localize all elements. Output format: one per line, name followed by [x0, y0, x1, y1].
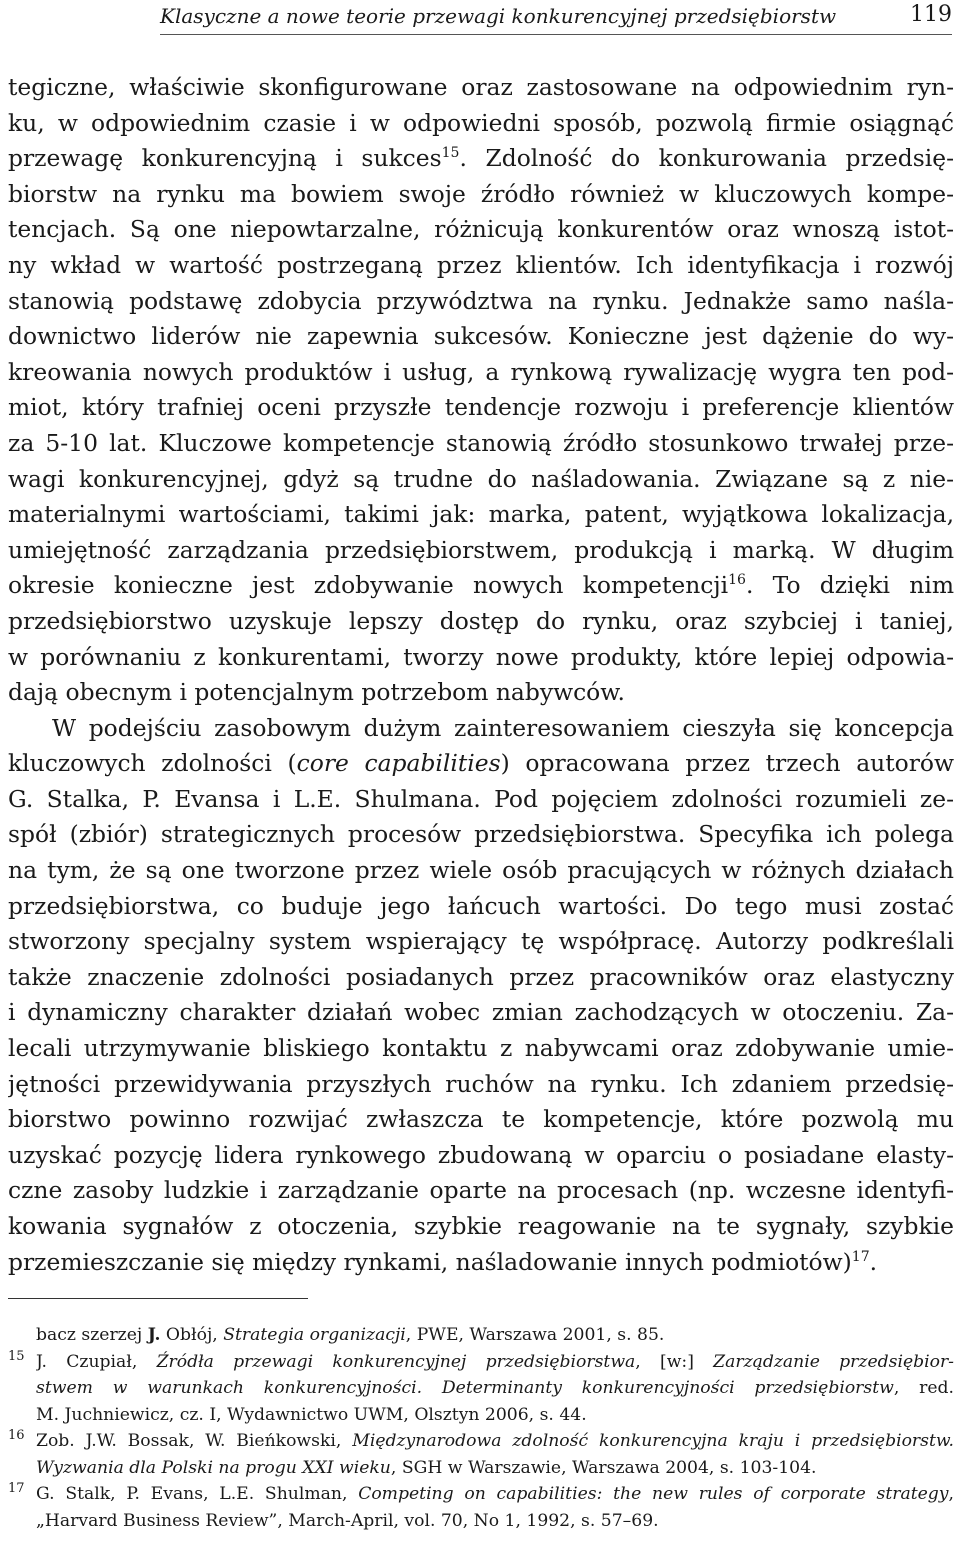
page-number: 119	[910, 2, 952, 27]
footnote-ref-16[interactable]: 16	[728, 572, 746, 589]
text-line: za 5-10 lat. Kluczowe kompetencje stanowią źródło stosunkowo trwałej prze-	[8, 428, 954, 457]
footnote-ref-17[interactable]: 17	[851, 1248, 870, 1265]
text-line: ku, w odpowiednim czasie i w odpowiedni sposób, pozwolą firmie osiągnąć	[8, 108, 954, 137]
text-line: spół (zbiór) strategicznych procesów przedsiębiorstwa. Specyfika ich polega	[8, 820, 954, 849]
text-line: przewagę konkurencyjną i sukces$^{15}$. Zdolność do konkurowania przedsię-	[8, 144, 954, 173]
text-line: przemieszczanie się między rynkami, naśladowanie innych podmiotów)$^{17}$.	[8, 1247, 878, 1276]
footnote-divider	[8, 1298, 308, 1299]
text-line: W podejściu zasobowym dużym zainteresowaniem cieszyła się koncepcja	[52, 713, 954, 742]
footnote-continued: bacz szerzej J. Obłój, Strategia organizacji, PWE, Warszawa 2001, s. 85.	[36, 1325, 665, 1345]
text-line: umiejętność zarządzania przedsiębiorstwem, produkcją i marką. W długim	[8, 535, 954, 564]
text-line: biorstw na rynku ma bowiem swoje źródło również w kluczowych kompe-	[8, 179, 954, 208]
text-line: downictwo liderów nie zapewnia sukcesów. Konieczne jest dążenie do wy-	[8, 322, 954, 351]
text-line: i dynamiczny charakter działań wobec zmian zachodzących w otoczeniu. Za-	[8, 998, 954, 1027]
footnotes	[8, 1322, 954, 1534]
footnote-number: 17	[8, 1481, 25, 1496]
footnote-16: 16 Zob. J.W. Bossak, W. Bieńkowski, Międzynarodowa zdolność konkurencyjna kraju i przedsiębiorstw. Wyzwania dla Polski na progu XXI wieku, SGH w Warszawie, Warszawa 2004, s. 103-104.	[8, 1428, 954, 1481]
text-line: kowania sygnałów z otoczenia, szybkie reagowanie na te sygnały, szybkie	[8, 1212, 954, 1240]
text-line: stworzony specjalny system wspierający tę współpracę. Autorzy podkreślali	[8, 927, 954, 956]
text-line: kreowania nowych produktów i usług, a rynkową rywalizację wygra ten pod-	[8, 357, 954, 386]
text-line: w porównaniu z konkurentami, tworzy nowe produkty, które lepiej odpowia-	[8, 642, 954, 671]
text-line: przedsiębiorstwa, co buduje jego łańcuch wartości. Do tego musi zostać	[8, 891, 954, 920]
text-line: kluczowych zdolności (core capabilities) opracowana przez trzech autorów	[8, 749, 954, 778]
text-line: wagi konkurencyjnej, gdyż są trudne do naśladowania. Związane są z nie-	[8, 464, 954, 493]
text-line: G. Stalka, P. Evansa i L.E. Shulmana. Pod pojęciem zdolności rozumieli ze-	[8, 784, 954, 813]
text-line: okresie konieczne jest zdobywanie nowych kompetencji$^{16}$. To dzięki nim	[8, 571, 954, 600]
text-line: stanowią podstawę zdobycia przywództwa na rynku. Jednakże samo naśla-	[8, 286, 954, 315]
text-line: na tym, że są one tworzone przez wiele osób pracujących w różnych działach	[8, 856, 954, 885]
footnote-number: 16	[8, 1428, 25, 1443]
text-line: dają obecnym i potencjalnym potrzebom nabywców.	[8, 678, 625, 707]
text-line: lecali utrzymywanie bliskiego kontaktu z nabywcami oraz zdobywanie umie-	[8, 1034, 954, 1063]
running-title: Klasyczne a nowe teorie przewagi konkurencyjnej przedsiębiorstw	[160, 4, 837, 28]
text-line: miot, który trafniej oceni przyszłe tendencje rozwoju i preferencje klientów	[8, 393, 954, 422]
text-line: materialnymi wartościami, takimi jak: marka, patent, wyjątkowa lokalizacja,	[8, 500, 954, 529]
footnote-17: 17 G. Stalk, P. Evans, L.E. Shulman, Competing on capabilities: the new rules of corporate strategy, „Harvard Business Review”, March-April, vol. 70, No 1, 1992, s. 57–69.	[8, 1481, 954, 1534]
text-line: czne zasoby ludzkie i zarządzanie oparte na procesach (np. wczesne identyfi-	[8, 1176, 954, 1205]
text-line: przedsiębiorstwo uzyskuje lepszy dostęp do rynku, oraz szybciej i taniej,	[8, 606, 954, 635]
main-text	[8, 70, 954, 1280]
text-line: uzyskać pozycję lidera rynkowego zbudowaną w oparciu o posiadane elasty-	[8, 1140, 954, 1169]
footnote-number: 15	[8, 1348, 25, 1364]
text-line: także znaczenie zdolności posiadanych przez pracowników oraz elastyczny	[8, 962, 954, 991]
footnote-15: 15 J. Czupiał, Źródła przewagi konkurencyjnej przedsiębiorstwa, [w:] Zarządzanie przedsiębior- stwem w warunkach konkurencyjności. Determinanty konkurencyjności przedsiębiorstw, red. M. Juchniewicz, cz. I, Wydawnictwo UWM, Olsztyn 2006, s. 44.	[8, 1349, 954, 1429]
text-line: tencjach. Są one niepowtarzalne, różnicują konkurentów oraz wnoszą istot-	[8, 215, 954, 244]
text-line: tegiczne, właściwie skonfigurowane oraz zastosowane na odpowiednim ryn-	[8, 73, 954, 101]
text-line: jętności przewidywania przyszłych ruchów na rynku. Ich zdaniem przedsię-	[8, 1069, 954, 1098]
text-line: ny wkład w wartość postrzeganą przez klientów. Ich identyfikacja i rozwój	[8, 250, 954, 279]
page-header	[160, 0, 952, 35]
text-line: biorstwo powinno rozwijać zwłaszcza te kompetencje, które pozwolą mu	[8, 1105, 954, 1134]
footnote-ref-15[interactable]: 15	[441, 145, 460, 162]
